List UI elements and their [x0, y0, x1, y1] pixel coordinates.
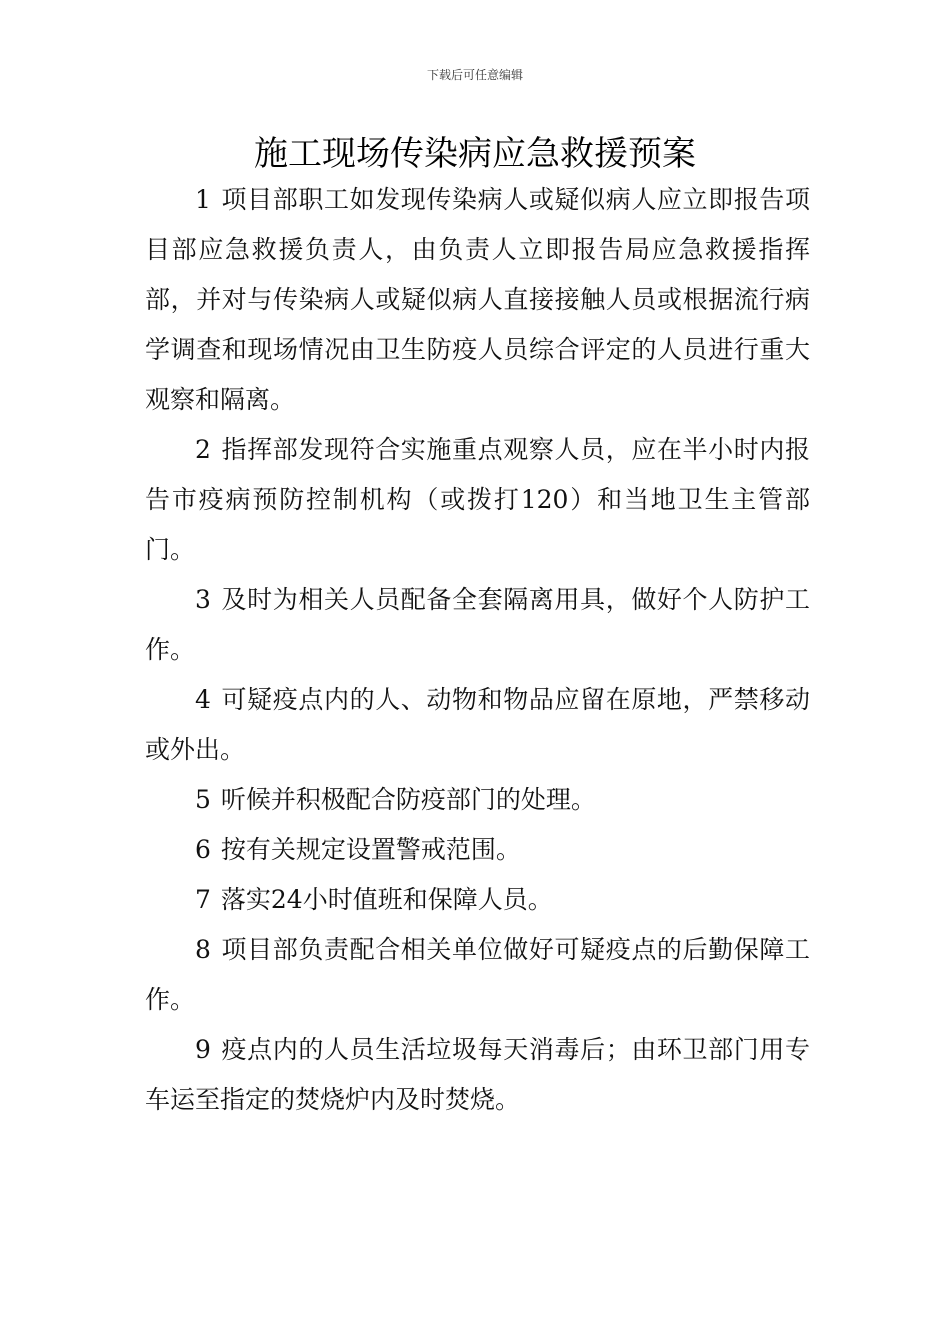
paragraph-4	[145, 675, 810, 775]
paragraph-number: 3	[195, 585, 211, 614]
paragraph-7	[145, 875, 810, 925]
paragraph-text: 落实24小时值班和保障人员。	[220, 885, 553, 914]
paragraph-number: 6	[195, 835, 211, 864]
paragraph-5	[145, 775, 810, 825]
paragraph-number: 8	[195, 935, 211, 964]
document-body	[145, 175, 810, 1125]
paragraph-9	[145, 1025, 810, 1125]
header-note: 下载后可任意编辑	[426, 68, 523, 82]
paragraph-number: 1	[195, 185, 211, 214]
paragraph-6	[145, 825, 810, 875]
paragraph-2	[145, 425, 810, 575]
paragraph-text: 听候并积极配合防疫部门的处理。	[220, 785, 596, 814]
paragraph-number: 7	[195, 885, 211, 914]
paragraph-text: 可疑疫点内的人、动物和物品应留在原地，严禁移动或外出。	[145, 685, 810, 764]
paragraph-number: 5	[195, 785, 211, 814]
paragraph-text: 疫点内的人员生活垃圾每天消毒后；由环卫部门用专车运至指定的焚烧炉内及时焚烧。	[145, 1035, 810, 1114]
paragraph-8	[145, 925, 810, 1025]
paragraph-1	[145, 175, 810, 425]
paragraph-3	[145, 575, 810, 675]
paragraph-text: 按有关规定设置警戒范围。	[220, 835, 521, 864]
paragraph-number: 4	[195, 685, 211, 714]
paragraph-number: 9	[195, 1035, 211, 1064]
paragraph-text: 项目部职工如发现传染病人或疑似病人应立即报告项目部应急救援负责人，由负责人立即报告局应急救援指挥部，并对与传染病人或疑似病人直接接触人员或根据流行病学调查和现场情况由卫生防疫人员综合评定的人员进行重大观察和隔离。	[145, 185, 810, 414]
document-title: 施工现场传染病应急救援预案	[254, 134, 696, 174]
paragraph-text: 及时为相关人员配备全套隔离用具，做好个人防护工作。	[145, 585, 810, 664]
paragraph-text: 指挥部发现符合实施重点观察人员，应在半小时内报告市疫病预防控制机构（或拨打120）和当地卫生主管部门。	[145, 435, 810, 564]
paragraph-number: 2	[195, 435, 211, 464]
paragraph-text: 项目部负责配合相关单位做好可疑疫点的后勤保障工作。	[145, 935, 810, 1014]
